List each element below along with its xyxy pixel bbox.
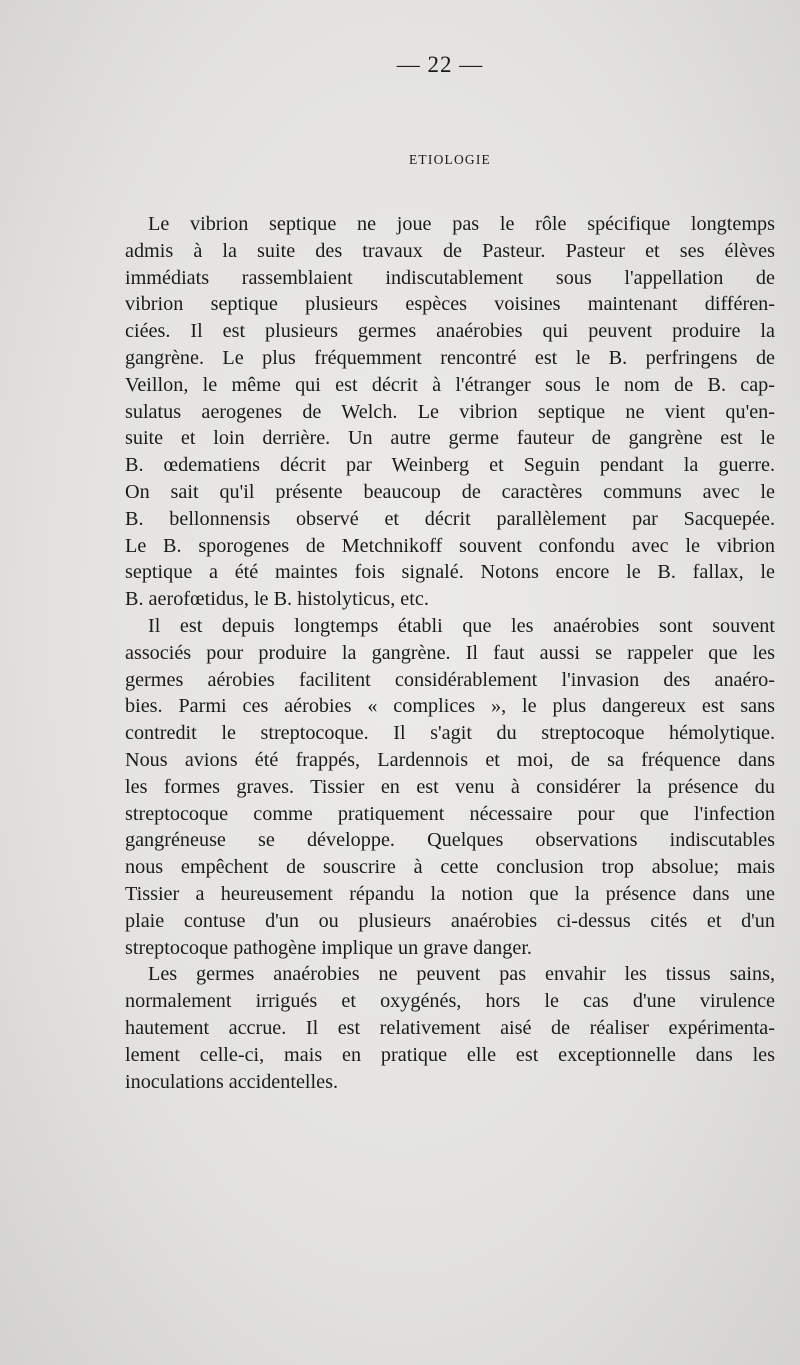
text-line: Nous avions été frappés, Lardennois et moi, de sa fréquence dans — [125, 748, 775, 771]
body-text — [125, 211, 775, 1095]
text-line: lement celle-ci, mais en pratique elle est exceptionnelle dans les — [125, 1043, 775, 1066]
text-line: inoculations accidentelles. — [125, 1070, 339, 1093]
text-line: normalement irrigués et oxygénés, hors le cas d'une virulence — [125, 990, 775, 1013]
text-line: Le B. sporogenes de Metchnikoff souvent confondu avec le vibrion — [125, 534, 775, 557]
text-line: vibrion septique plusieurs espèces voisines maintenant différen- — [125, 293, 775, 316]
text-line: streptocoque comme pratiquement nécessaire pour que l'infection — [125, 802, 775, 825]
section-title: ETIOLOGIE — [408, 152, 492, 167]
text-line: gangrène. Le plus fréquemment rencontré est le B. perfringens de — [125, 346, 775, 369]
text-line: immédiats rassemblaient indiscutablement sous l'appellation de — [125, 266, 775, 289]
text-line: ciées. Il est plusieurs germes anaérobies qui peuvent produire la — [125, 320, 775, 343]
page-number: — 22 — — [396, 52, 484, 77]
text-line: Le vibrion septique ne joue pas le rôle spécifique longtemps — [148, 213, 775, 235]
text-line: Tissier a heureusement répandu la notion que la présence dans une — [125, 882, 775, 905]
text-line: streptocoque pathogène implique un grave danger. — [125, 936, 532, 959]
text-line: gangréneuse se développe. Quelques observations indiscutables — [125, 829, 775, 852]
text-line: admis à la suite des travaux de Pasteur. Pasteur et ses élèves — [125, 239, 775, 262]
text-line: B. œdematiens décrit par Weinberg et Seguin pendant la guerre. — [125, 454, 775, 477]
text-line: Les germes anaérobies ne peuvent pas envahir les tissus sains, — [148, 963, 775, 986]
text-line: plaie contuse d'un ou plusieurs anaérobies ci-dessus cités et d'un — [125, 909, 775, 932]
text-line: hautement accrue. Il est relativement aisé de réaliser expérimenta- — [125, 1016, 775, 1039]
text-line: contredit le streptocoque. Il s'agit du streptocoque hémolytique. — [125, 722, 775, 745]
text-line: B. bellonnensis observé et décrit parallèlement par Sacquepée. — [125, 507, 775, 530]
text-line: sulatus aerogenes de Welch. Le vibrion septique ne vient qu'en- — [125, 400, 775, 423]
text-line: Veillon, le même qui est décrit à l'étranger sous le nom de B. cap- — [125, 373, 775, 396]
text-line: B. aerofœtidus, le B. histolyticus, etc. — [125, 588, 429, 611]
text-line: bies. Parmi ces aérobies « complices », le plus dangereux est sans — [125, 695, 775, 718]
text-line: nous empêchent de souscrire à cette conclusion trop absolue; mais — [125, 856, 775, 879]
text-line: les formes graves. Tissier en est venu à considérer la présence du — [125, 775, 775, 798]
text-line: germes aérobies facilitent considérablement l'invasion des anaéro- — [125, 668, 775, 691]
text-line: suite et loin derrière. Un autre germe fauteur de gangrène est le — [125, 427, 775, 450]
text-line: associés pour produire la gangrène. Il faut aussi se rappeler que les — [125, 641, 775, 664]
text-line: septique a été maintes fois signalé. Notons encore le B. fallax, le — [125, 561, 775, 584]
text-line: On sait qu'il présente beaucoup de caractères communs avec le — [125, 480, 775, 503]
text-line: Il est depuis longtemps établi que les anaérobies sont souvent — [148, 614, 775, 637]
